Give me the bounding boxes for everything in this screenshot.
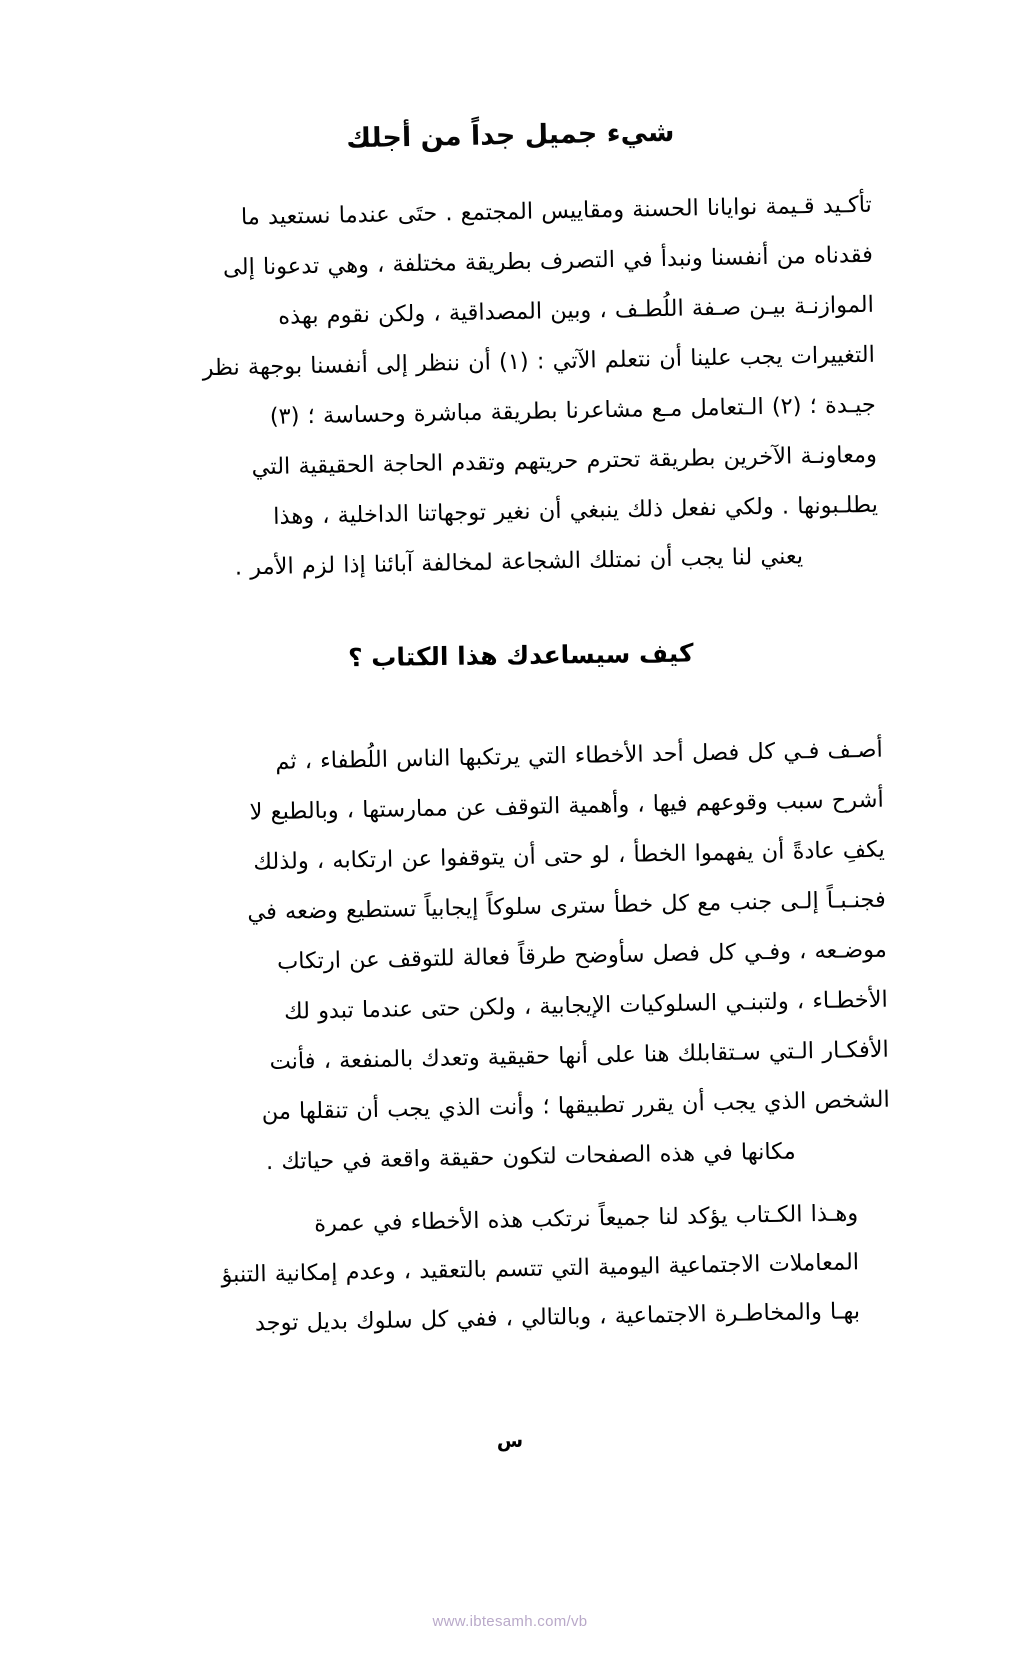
line-text: التغييرات يجب علينا أن نتعلم الآتي : (١) أن ننظر إلى أنفسنا بوجهة نظر [202, 341, 876, 382]
line-text: المعاملات الاجتماعية اليومية التي تتسم بالتعقيد ، وعدم إمكانية التنبؤ [221, 1249, 860, 1289]
paragraph-two [162, 725, 891, 1189]
paragraph-three [172, 1189, 895, 1350]
line-text: وهـذا الكـتاب يؤكد لنا جميعاً نرتكب هذه الأخطاء في عمرة [313, 1200, 859, 1238]
line-text: الأخطـاء ، ولتبنـي السلوكيات الإيجابية ، ولكن حتى عندما تبدو لك [283, 986, 889, 1025]
line-text: الأفكـار الـتي سـتقابلك هنا على أنها حقيقية وتعدك بالمنفعة ، فأنت [269, 1036, 890, 1076]
line-text: بهـا والمخاطـرة الاجتماعية ، وبالتالي ، ففي كل سلوك بديل توجد [254, 1298, 861, 1337]
line-text: يطلـبونها . ولكي نفعل ذلك ينبغي أن نغير توجهاتنا الداخلية ، وهذا [273, 491, 879, 530]
line-text: موضـعه ، وفـي كل فصل سأوضح طرقاً فعالة للتوقف عن ارتكاب [276, 936, 888, 975]
page-number: س [496, 1430, 524, 1452]
line-text: جيـدة ؛ (٢) الـتعامل مـع مشاعرنا بطريقة مباشرة وحساسة ؛ (٣) [269, 391, 877, 430]
line-text: الموازنـة بيـن صـفة اللُطـف ، وبين المصداقية ، ولكن نقوم بهذه [278, 291, 875, 330]
paragraph-one [151, 180, 879, 594]
line-text: فجنـبـاً إلـى جنب مع كل خطأ سترى سلوكاً إيجابياً تستطيع وضعه في [247, 886, 887, 926]
line-text: مكانها في هذه الصفحات لتكون حقيقة واقعة في حياتك . [265, 1138, 796, 1176]
line-text: الشخص الذي يجب أن يقرر تطبيقها ؛ وأنت الذي يجب أن تنقلها من [261, 1086, 891, 1126]
line-text: يعني لنا يجب أن نمتلك الشجاعة لمخالفة آبائنا إذا لزم الأمر . [234, 543, 804, 581]
line-text: ومعاونـة الآخرين بطريقة تحترم حريتهم وتقدم الحاجة الحقيقية التي [251, 441, 878, 481]
line-text: أصـف فـي كل فصل أحد الأخطاء التي يرتكبها الناس اللُطفاء ، ثم [275, 736, 884, 775]
line-text: يكفِ عادةً أن يفهموا الخطأ ، لو حتى أن يتوقفوا عن ارتكابه ، ولذلك [253, 836, 886, 876]
section-heading: كيف سيساعدك هذا الكتاب ؟ [347, 638, 694, 673]
line-text: تأكـيد قـيمة نوايانا الحسنة ومقاييس المجتمع . حتَى عندما نستعيد ما [240, 191, 873, 231]
line-text: أشرح سبب وقوعهم فيها ، وأهمية التوقف عن ممارستها ، وبالطبع لا [249, 786, 885, 826]
site-watermark: www.ibtesamh.com/vb [432, 1613, 588, 1630]
page-title: شيء جميل جداً من أجلك [345, 116, 675, 155]
page-text-body [150, 111, 895, 1364]
line-text: فقدناه من أنفسنا ونبدأ في التصرف بطريقة مختلفة ، وهي تدعونا إلى [222, 241, 874, 281]
